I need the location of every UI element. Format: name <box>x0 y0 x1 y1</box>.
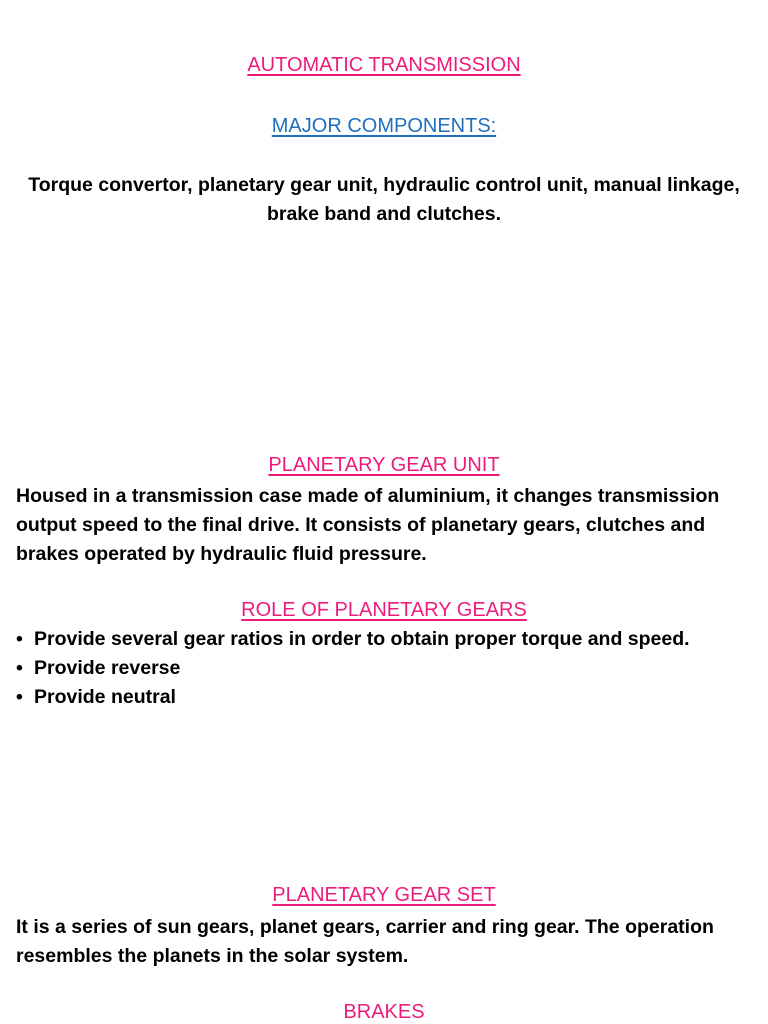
planetary-gear-set-heading: PLANETARY GEAR SET <box>272 884 496 906</box>
bullet-icon: • <box>16 657 23 679</box>
role-bullet-list <box>16 625 761 712</box>
list-item-text: Provide reverse <box>34 657 181 679</box>
list-item <box>16 654 761 683</box>
bullet-icon: • <box>16 628 23 650</box>
planetary-gear-unit-heading: PLANETARY GEAR UNIT <box>268 454 500 476</box>
page-title: AUTOMATIC TRANSMISSION <box>247 54 521 76</box>
major-components-heading: MAJOR COMPONENTS: <box>271 115 497 137</box>
list-item-text: Provide several gear ratios in order to obtain proper torque and speed. <box>34 628 690 650</box>
planetary-gear-set-text: It is a series of sun gears, planet gears, carrier and ring gear. The operation resembles the planets in the solar system. <box>16 916 714 967</box>
major-components-text: Torque convertor, planetary gear unit, hydraulic control unit, manual linkage, brake band and clutches. <box>28 174 740 225</box>
planetary-gear-unit-text: Housed in a transmission case made of aluminium, it changes transmission output speed to the final drive. It consists of planetary gears, clutches and brakes operated by hydraulic fluid pressure. <box>16 485 720 565</box>
list-item-text: Provide neutral <box>34 686 176 708</box>
list-item <box>16 683 761 712</box>
brakes-heading: BRAKES <box>343 1001 425 1023</box>
role-of-planetary-gears-heading: ROLE OF PLANETARY GEARS <box>241 599 527 621</box>
bullet-icon: • <box>16 686 23 708</box>
list-item <box>16 625 761 654</box>
